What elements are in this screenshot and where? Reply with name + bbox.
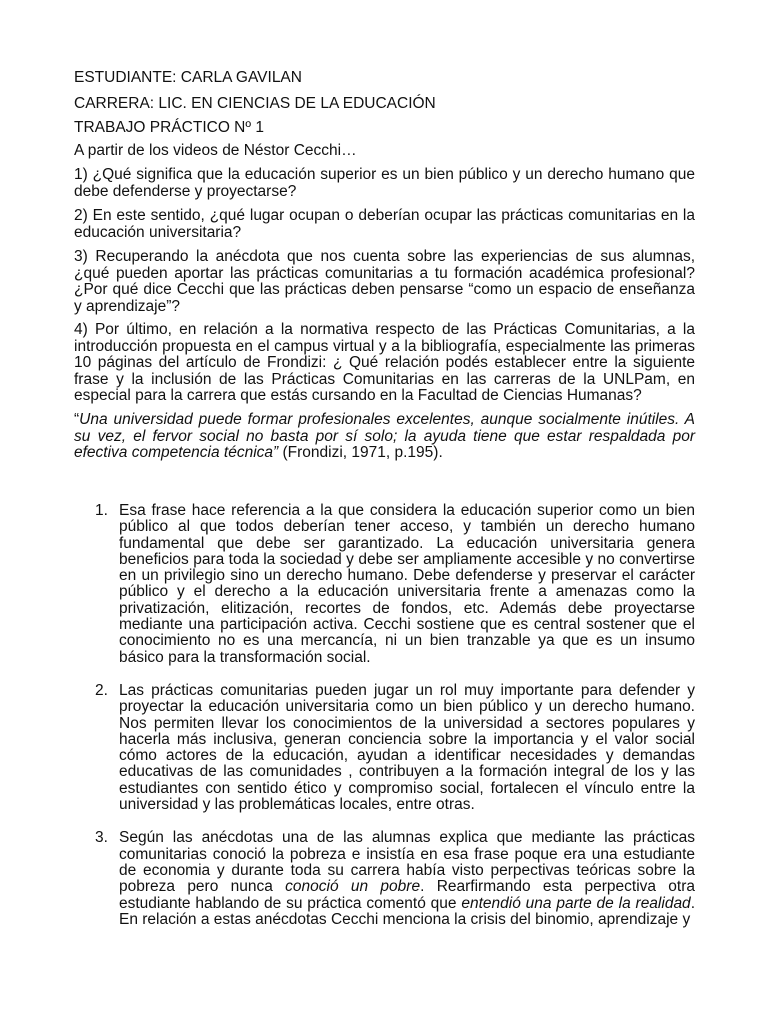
student-name: ESTUDIANTE: CARLA GAVILAN: [74, 69, 302, 86]
intro-line: A partir de los videos de Néstor Cecchi…: [74, 142, 357, 159]
list-item: [74, 683, 695, 813]
quote-citation: (Frondizi, 1971, p.195).: [278, 444, 443, 461]
answer-emphasis: entendió una parte de la realidad: [461, 894, 691, 912]
assignment-title: TRABAJO PRÁCTICO Nº 1: [74, 119, 264, 136]
answer-text: [119, 829, 695, 927]
question-3: 3) Recuperando la anécdota que nos cuenta sobre las experiencias de sus alumnas, ¿qué pueden aportar las prácticas comunitarias a tu formación académica profesional? ¿Por qué dice Cecchi que las prácticas deben pensarse “como un espacio de enseñanza y aprendizaje”?: [74, 248, 695, 315]
answer-emphasis: conoció un pobre: [285, 878, 421, 896]
answer-text-part: . Rearfirmando esta perpectiva otra estudiante hablando de su práctica comentó que: [119, 878, 696, 912]
career-name: CARRERA: LIC. EN CIENCIAS DE LA EDUCACIÓN: [74, 95, 436, 112]
list-item: [74, 503, 695, 666]
question-1: 1) ¿Qué significa que la educación superior es un bien público y un derecho humano que debe defenderse y proyectarse?: [74, 166, 695, 200]
answers-list: [74, 500, 695, 928]
answer-text: Las prácticas comunitarias pueden jugar un rol muy importante para defender y proyectar la educación universitaria como un bien público y un derecho humano. Nos permiten llevar los conocimientos de la universidad a sectores populares y hacerla más inclusiva, generan conciencia sobre la importancia y el valor social cómo actores de la educación, ayudan a identificar necesidades y demandas educativas de las comunidades , contribuyen a la formación integral de los y las estudiantes con sentido ético y compromiso social, fortalecen el vínculo entre la universidad y las problemáticas locales, entre otras.: [119, 681, 695, 814]
answer-number: 3.: [95, 829, 108, 847]
answer-number: 1.: [95, 502, 108, 519]
frondizi-quote: [74, 412, 695, 462]
question-2: 2) En este sentido, ¿qué lugar ocupan o deberían ocupar las prácticas comunitarias en la educación universitaria?: [74, 207, 695, 241]
answer-text-part: Según las anécdotas una de las alumnas explica que mediante las prácticas comunitarias conoció la pobreza e insistía en esa frase poque era una estudiante de economia y durante toda su carrera había visto perpectivas teóricas sobre la pobreza pero nunca: [119, 829, 695, 896]
quote-text: Una universidad puede formar profesionales excelentes, aunque socialmente inútiles. A su vez, el fervor social no basta por sí solo; la ayuda tiene que estar respaldada por efectiva competencia técnica”: [74, 411, 695, 461]
quote-open-mark: “: [74, 411, 80, 428]
answer-number: 2.: [95, 681, 108, 699]
question-4: 4) Por último, en relación a la normativa respecto de las Prácticas Comunitarias, a la introducción propuesta en el campus virtual y a la bibliografía, especialmente las primeras 10 páginas del artículo de Frondizi: ¿ Qué relación podés establecer entre la siguiente frase y la inclusión de las Prácticas Comunitarias en las carreras de la UNLPam, en especial para la carrera que estás cursando en la Facultad de Ciencias Humanas?: [74, 321, 695, 404]
list-item: [74, 830, 695, 928]
answer-text: Esa frase hace referencia a la que considera la educación superior como un bien público al que todos deberían tener acceso, y también un derecho humano fundamental que debe ser garantizado. La educación universitaria genera beneficios para toda la sociedad y debe ser ampliamente accesible y no convertirse en un privilegio sino un derecho humano. Debe defenderse y preservar el carácter público y el derecho a la educación universitaria frente a amenazas como la privatización, elitización, recortes de fondos, etc. Además debe proyectarse mediante una participación activa. Cecchi sostiene que es central sostener que el conocimiento no es una mercancía, ni un bien tranzable ya que es un insumo básico para la transformación social.: [119, 502, 695, 666]
answer-text-part: . En relación a estas anécdotas Cecchi menciona la crisis del binomio, aprendizaje y: [119, 894, 695, 928]
